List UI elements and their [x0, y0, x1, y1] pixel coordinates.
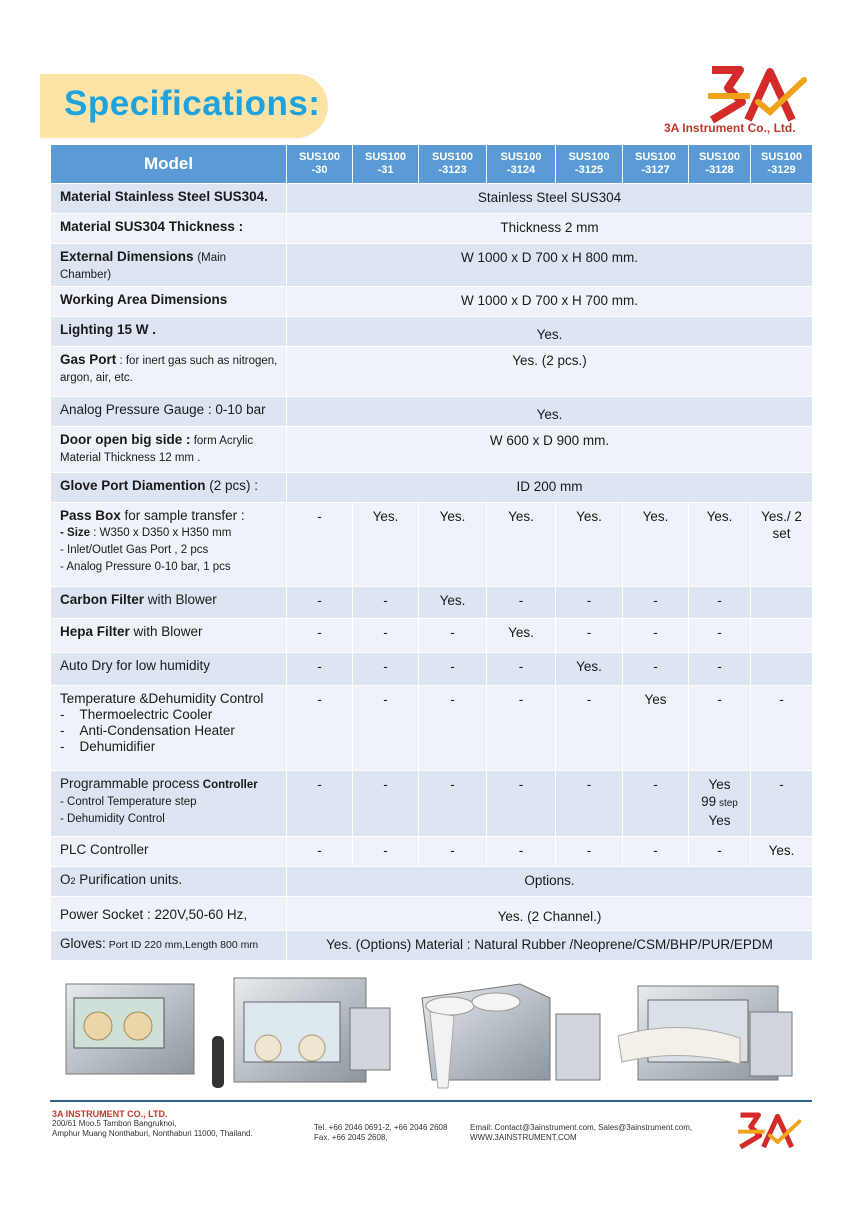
row-label: [51, 503, 287, 587]
row-label: [51, 771, 287, 837]
label-main: Hepa Filter: [60, 624, 130, 639]
model-header: Model: [51, 145, 287, 184]
cell-value: -: [419, 837, 487, 867]
cell-value: -: [419, 653, 487, 686]
label-sub: (2 pcs) :: [205, 478, 259, 493]
cell-value: -: [556, 686, 623, 771]
model-name: SUS100: [365, 151, 406, 163]
label-subscript: 2: [70, 876, 76, 886]
footer-logo-icon: [728, 1110, 808, 1156]
label-item-text: Thermoelectric Cooler: [79, 707, 213, 722]
cell-value: -: [287, 587, 353, 619]
cell-value: Yes.: [419, 587, 487, 619]
label-line: - Control Temperature step: [60, 796, 197, 808]
label-line: - Dehumidity Control: [60, 813, 165, 825]
row-label: [51, 686, 287, 771]
row-value: W 1000 x D 700 x H 800 mm.: [287, 244, 813, 287]
glovebox-photo-3-icon: [422, 984, 600, 1088]
table-row: [51, 587, 813, 619]
row-label: Auto Dry for low humidity: [51, 653, 287, 686]
cell-value: -: [556, 619, 623, 653]
table-row: [51, 653, 813, 686]
cell-value: -: [556, 837, 623, 867]
table-row: [51, 686, 813, 771]
model-suffix: -3129: [767, 164, 796, 176]
row-label: [51, 587, 287, 619]
table-row: [51, 184, 813, 214]
label-item-text: Dehumidifier: [79, 739, 156, 754]
row-label: [51, 931, 287, 961]
table-row: [51, 931, 813, 961]
footer-addr-line: Amphur Muang Nonthaburi, Nonthaburi 11000, Thailand.: [52, 1129, 253, 1138]
footer-tel: Tel. +66 2046 0691-2, +66 2046 2608: [314, 1123, 448, 1132]
row-label: Power Socket : 220V,50-60 Hz,: [51, 897, 287, 931]
cell-value: -: [689, 837, 751, 867]
cell-value: Yes./ 2 set: [751, 503, 813, 587]
label-main: Glove Port Diamention: [60, 478, 206, 493]
cell-value: -: [623, 771, 689, 837]
label-main: Programmable process: [60, 776, 200, 791]
label-sub: with Blower: [144, 592, 217, 607]
row-value: Yes.: [287, 397, 813, 427]
row-label: Lighting 15 W .: [51, 317, 287, 347]
cell-value: [751, 653, 813, 686]
footer-address: [52, 1109, 253, 1139]
cell-value: -: [623, 653, 689, 686]
cell-value: -: [287, 503, 353, 587]
model-name: SUS100: [635, 151, 676, 163]
row-value: Yes. (2 Channel.): [287, 897, 813, 931]
cell-value-3128: [689, 771, 751, 837]
row-value: Yes. (Options) Material : Natural Rubber /Neoprene/CSM/BHP/PUR/EPDM: [287, 931, 813, 961]
model-header-row: [51, 145, 813, 184]
cell-value: Yes.: [556, 503, 623, 587]
company-name: 3A Instrument Co., Ltd.: [664, 121, 796, 135]
footer-web: [470, 1123, 692, 1143]
value-line: Yes: [708, 813, 731, 828]
label-main: External Dimensions: [60, 249, 194, 264]
row-label: [51, 867, 287, 897]
row-value: W 1000 x D 700 x H 700 mm.: [287, 287, 813, 317]
model-suffix: -3128: [705, 164, 734, 176]
row-label: [51, 427, 287, 473]
cell-value: [751, 619, 813, 653]
model-suffix: -3125: [574, 164, 604, 176]
model-name: SUS100: [699, 151, 740, 163]
cell-value: Yes.: [419, 503, 487, 587]
label-sub: (Main Chamber): [60, 252, 227, 281]
model-suffix: -3127: [641, 164, 670, 176]
cell-value: Yes.: [623, 503, 689, 587]
model-name: SUS100: [761, 151, 802, 163]
row-label: Material Stainless Steel SUS304.: [51, 184, 287, 214]
cell-value: -: [556, 587, 623, 619]
table-row: [51, 214, 813, 244]
table-row: [51, 867, 813, 897]
label-main: Gloves:: [60, 936, 106, 951]
cell-value: -: [487, 653, 556, 686]
row-label: Working Area Dimensions: [51, 287, 287, 317]
model-name: SUS100: [299, 151, 340, 163]
cell-value: -: [487, 771, 556, 837]
cell-value: Yes.: [556, 653, 623, 686]
cell-value: [751, 587, 813, 619]
row-label: PLC Controller: [51, 837, 287, 867]
label-line: : W350 x D350 x H350 mm: [90, 527, 232, 539]
model-col-3125: [556, 145, 623, 184]
cell-value: -: [353, 653, 419, 686]
row-value: Stainless Steel SUS304: [287, 184, 813, 214]
cell-value: -: [623, 619, 689, 653]
cell-value: -: [353, 587, 419, 619]
model-col-3123: [419, 145, 487, 184]
page-title: Specifications:: [64, 84, 321, 123]
cell-value: -: [623, 587, 689, 619]
row-label: Material SUS304 Thickness :: [51, 214, 287, 244]
label-line: - Size: [60, 527, 91, 539]
row-label: [51, 473, 287, 503]
row-value: ID 200 mm: [287, 473, 813, 503]
footer-fax: Fax. +66 2045 2608,: [314, 1133, 388, 1142]
product-photos: [50, 958, 812, 1098]
label-line: - Inlet/Outlet Gas Port , 2 pcs: [60, 544, 209, 556]
footer-company: 3A INSTRUMENT CO., LTD.: [52, 1109, 168, 1119]
label-main: Carbon Filter: [60, 592, 145, 607]
model-col-3129: [751, 145, 813, 184]
label-sub: Port ID 220 mm,Length 800 mm: [105, 939, 259, 951]
cell-value: -: [353, 686, 419, 771]
model-suffix: -3123: [438, 164, 467, 176]
glovebox-photo-4-icon: [618, 986, 792, 1080]
label-sub: for sample transfer :: [120, 508, 245, 523]
glovebox-photo-2-icon: [212, 978, 390, 1088]
label-item: - Dehumidifier: [60, 739, 156, 754]
label-part: Purification units.: [75, 872, 183, 887]
footer-email: Email: Contact@3ainstrument.com, Sales@3ainstrument.com,: [470, 1123, 693, 1132]
label-main: Temperature &Dehumidity Control: [60, 691, 264, 706]
label-item: - Thermoelectric Cooler: [60, 707, 213, 722]
table-row: [51, 503, 813, 587]
footer-website: WWW.3AINSTRUMENT.COM: [470, 1133, 577, 1142]
cell-value: Yes: [623, 686, 689, 771]
row-value: Thickness 2 mm: [287, 214, 813, 244]
model-suffix: -30: [311, 164, 328, 176]
cell-value: Yes.: [751, 837, 813, 867]
cell-value: -: [487, 837, 556, 867]
table-row: [51, 244, 813, 287]
table-row: [51, 287, 813, 317]
value-line: Yes: [708, 777, 731, 792]
cell-value: -: [419, 686, 487, 771]
cell-value: -: [689, 587, 751, 619]
cell-value: -: [487, 587, 556, 619]
cell-value: Yes.: [689, 503, 751, 587]
value-line: 99: [701, 794, 717, 809]
table-row: [51, 837, 813, 867]
row-label: Analog Pressure Gauge : 0-10 bar: [51, 397, 287, 427]
cell-value: -: [419, 771, 487, 837]
model-col-3124: [487, 145, 556, 184]
model-name: SUS100: [500, 151, 542, 163]
label-item: - Anti-Condensation Heater: [60, 723, 235, 738]
model-col-31: [353, 145, 419, 184]
label-item-text: Anti-Condensation Heater: [79, 723, 235, 738]
cell-value: -: [419, 619, 487, 653]
cell-value: -: [751, 771, 813, 837]
cell-value: -: [287, 653, 353, 686]
model-col-3128: [689, 145, 751, 184]
cell-value: -: [623, 837, 689, 867]
label-line: - Analog Pressure 0-10 bar, 1 pcs: [60, 561, 231, 573]
cell-value: -: [556, 771, 623, 837]
cell-value: -: [353, 837, 419, 867]
footer-addr-line: 200/61 Moo.5 Tambon Bangruknoi,: [52, 1119, 177, 1128]
row-label: [51, 347, 287, 397]
table-row: [51, 619, 813, 653]
model-col-30: [287, 145, 353, 184]
cell-value: Yes.: [487, 503, 556, 587]
cell-value: -: [287, 837, 353, 867]
cell-value: -: [689, 619, 751, 653]
value-unit: step: [716, 798, 738, 809]
table-row: [51, 473, 813, 503]
cell-value: -: [689, 686, 751, 771]
label-main: Pass Box: [60, 508, 121, 523]
row-label: [51, 244, 287, 287]
row-label: [51, 619, 287, 653]
table-row: [51, 347, 813, 397]
cell-value: Yes.: [487, 619, 556, 653]
table-row: [51, 771, 813, 837]
table-row: [51, 397, 813, 427]
table-row: [51, 897, 813, 931]
label-sub: : for inert gas such as nitrogen, argon, air, etc.: [60, 355, 278, 384]
row-value: Options.: [287, 867, 813, 897]
cell-value: -: [487, 686, 556, 771]
cell-value: -: [353, 771, 419, 837]
model-name: SUS100: [432, 151, 473, 163]
model-suffix: -31: [377, 164, 394, 176]
cell-value: -: [287, 619, 353, 653]
footer-divider: [50, 1100, 812, 1102]
row-value: W 600 x D 900 mm.: [287, 427, 813, 473]
table-row: [51, 427, 813, 473]
spec-table: [50, 144, 813, 961]
row-value: Yes.: [287, 317, 813, 347]
cell-value: -: [689, 653, 751, 686]
label-sub: form Acrylic Material Thickness 12 mm .: [60, 435, 254, 464]
label-main: Gas Port: [60, 352, 117, 367]
footer-contact: [314, 1123, 447, 1143]
glovebox-photo-1-icon: [66, 984, 194, 1074]
row-value: Yes. (2 pcs.): [287, 347, 813, 397]
label-main: Door open big side :: [60, 432, 191, 447]
cell-value: -: [751, 686, 813, 771]
cell-value: Yes.: [353, 503, 419, 587]
cell-value: -: [353, 619, 419, 653]
model-suffix: -3124: [506, 164, 536, 176]
cell-value: -: [287, 771, 353, 837]
label-sub: with Blower: [129, 624, 203, 639]
label-sub: Controller: [199, 779, 258, 791]
model-name: SUS100: [568, 151, 610, 163]
model-col-3127: [623, 145, 689, 184]
label-part: O: [60, 872, 71, 887]
cell-value: -: [287, 686, 353, 771]
table-row: [51, 317, 813, 347]
